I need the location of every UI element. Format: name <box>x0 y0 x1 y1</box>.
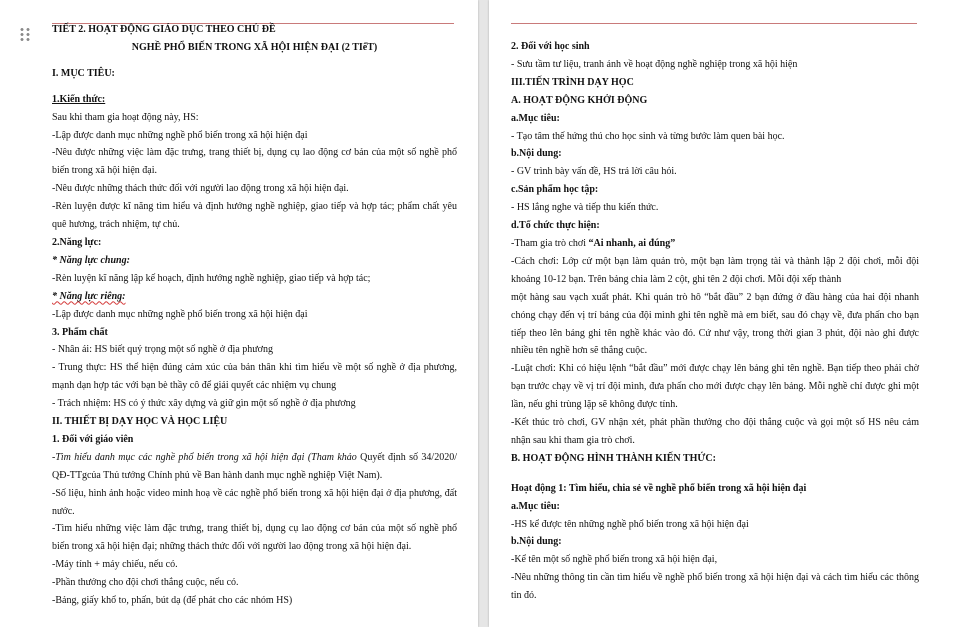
subheading: b.Nội dung: <box>511 148 562 160</box>
lesson-title: NGHỀ PHỔ BIẾN TRONG XÃ HỘI HIỆN ĐẠI (2 TIếT) <box>131 41 378 53</box>
subheading: 3. Phẩm chất <box>52 326 108 338</box>
paragraph <box>52 449 457 485</box>
paragraph: -Nêu những thông tin cần tìm hiểu về nghề phổ biến trong xã hội hiện đại và cách tìm hiểu các thông tin đó. <box>511 572 919 602</box>
paragraph: -Lập được danh mục những nghề phổ biến trong xã hội hiện đại <box>52 308 308 320</box>
italic-text: -Tìm hiểu danh mục các nghề phổ biến trong xã hội hiện đại (Tham khảo <box>52 451 357 463</box>
paragraph: -Rèn luyện được kĩ năng tìm hiểu và định hướng nghề nghiệp, giao tiếp và hợp tác; phẩm chất yêu quê hương, trách nhiệm, tự chủ. <box>52 201 457 231</box>
paragraph: -HS kể được tên những nghề phổ biến trong xã hội hiện đại <box>511 518 749 530</box>
subheading: 2.Năng lực: <box>52 236 102 248</box>
paragraph: Sau khi tham gia hoạt động này, HS: <box>52 111 199 123</box>
paragraph: - HS lắng nghe và tiếp thu kiến thức. <box>511 202 659 214</box>
page-margin-line <box>511 23 917 24</box>
paragraph: - Trách nhiệm: HS có ý thức xây dựng và giữ gìn một số nghề ở địa phương <box>52 398 356 410</box>
subheading: d.Tổ chức thực hiện: <box>511 220 600 232</box>
spellcheck-marked-text: * Năng lực riêng: <box>52 290 126 302</box>
paragraph: -Phần thưởng cho đội chơi thắng cuộc, nếu có. <box>52 577 239 589</box>
paragraph: -Cách chơi: Lớp cử một bạn làm quản trò, một bạn làm trọng tài và thành lập 2 đội chơi, mỗi đội khoảng 10-12 bạn. Trên bảng chia làm 2 cột, ghi tên 2 đội chơi. Mỗi đội xếp thành <box>511 255 919 285</box>
subheading: c.Sản phẩm học tập: <box>511 184 599 196</box>
paragraph: - Sưu tầm tư liệu, tranh ảnh về hoạt động nghề nghiệp trong xã hội hiện <box>511 58 798 70</box>
drag-handle-icon[interactable] <box>19 27 31 41</box>
subheading: a.Mục tiêu: <box>511 112 560 124</box>
paragraph: -Nêu được những thách thức đối với người lao động trong xã hội hiện đại. <box>52 183 349 195</box>
text: Quyết định số 34/2020/ QĐ-TTgcủa Thủ tướng Chính phủ về Ban hành danh mục nghề nghiệp Việt Nam). <box>52 451 457 481</box>
section-heading: III.TIẾN TRÌNH DẠY HỌC <box>511 76 634 88</box>
document-page-left <box>0 0 478 627</box>
paragraph: -Số liệu, hình ảnh hoặc video minh hoạ về các nghề phổ biến trong xã hội hiện đại ở địa phương, đất nước. <box>52 487 457 517</box>
paragraph: -Máy tính + máy chiếu, nếu có. <box>52 559 178 571</box>
subheading: a.Mục tiêu: <box>511 500 560 512</box>
paragraph: một hàng sau vạch xuất phát. Khi quản trò hô “bắt đầu” 2 bạn đứng ở đầu hàng của hai đội nhanh chóng chạy đến vị trí bảng của đội mình ghi tên nghề mà em biết, sau đó chạy về, đưa phấn cho bạn tiếp theo lên bảng ghi tên nghề khác vào đó. Cứ như vậy, trong thời gian 3 phút, đội nào ghi được nhiều tên nghề hơn sẽ thắng cuộc. <box>511 291 919 357</box>
paragraph: -Lập được danh mục những nghề phổ biến trong xã hội hiện đại <box>52 129 308 141</box>
section-heading: A. HOẠT ĐỘNG KHỞI ĐỘNG <box>511 94 648 106</box>
paragraph: -Luật chơi: Khi có hiệu lệnh “bắt đầu” mới được chạy lên bảng ghi tên nghề. Bạn tiếp theo phải chờ bạn trước chạy về vị trí đội mình, đưa phấn cho mới được chạy lên bảng. Mỗi nghề chỉ được ghi một lần, nếu ghi trùng lặp sẽ không được tính. <box>511 363 919 411</box>
section-heading: B. HOẠT ĐỘNG HÌNH THÀNH KIẾN THỨC: <box>511 452 716 464</box>
subheading: 2. Đối với học sinh <box>511 41 590 52</box>
paragraph: -Bảng, giấy khổ to, phấn, bút dạ (để phát cho các nhóm HS) <box>52 595 293 607</box>
paragraph: - Trung thực: HS thể hiện đúng cảm xúc của bản thân khi tìm hiểu về một số nghề ở địa phương, mạnh dạn hợp tác với bạn bè thầy cô để giải quyết các nhiệm vụ chung <box>52 362 457 392</box>
section-heading: II. THIẾT BỊ DẠY HỌC VÀ HỌC LIỆU <box>52 416 228 428</box>
subheading: * Năng lực chung: <box>52 254 130 266</box>
subheading: 1.Kiến thức: <box>52 93 106 105</box>
paragraph: -Tìm hiểu những việc làm đặc trưng, trang thiết bị, dụng cụ lao động cơ bản của một số nghề phổ biến trong xã hội hiện đại; những thách thức đối với người lao động trong xã hội hiện đại. <box>52 523 457 553</box>
paragraph: -Kết thúc trò chơi, GV nhận xét, phát phần thưởng cho đội thắng cuộc và gọi một số HS nêu cảm nhận sau khi tham gia trò chơi. <box>511 417 919 446</box>
paragraph: -Kể tên một số nghề phổ biến trong xã hội hiện đại, <box>511 554 718 566</box>
paragraph: - Nhân ái: HS biết quý trọng một số nghề ở địa phương <box>52 344 273 356</box>
paragraph <box>511 235 919 253</box>
subheading: 1. Đối với giáo viên <box>52 433 134 445</box>
subheading <box>52 288 457 306</box>
game-name: “Ai nhanh, ai đúng” <box>588 237 676 249</box>
page-content-left <box>52 21 457 610</box>
paragraph: - Tạo tâm thế hứng thú cho học sinh và từng bước làm quen bài học. <box>511 130 785 142</box>
paragraph: -Rèn luyện kĩ năng lập kế hoạch, định hướng nghề nghiệp, giao tiếp và hợp tác; <box>52 272 371 284</box>
document-page-right <box>489 0 966 627</box>
section-heading: I. MỤC TIÊU: <box>52 67 115 79</box>
page-content-right <box>511 38 919 605</box>
paragraph: -Nêu được những việc làm đặc trưng, trang thiết bị, dụng cụ lao động cơ bản của một số nghề phổ biến trong xã hội hiện đại. <box>52 147 457 177</box>
activity-heading: Hoạt động 1: Tìm hiểu, chia sẻ về nghề phổ biến trong xã hội hiện đại <box>511 482 807 494</box>
subheading: b.Nội dung: <box>511 536 562 548</box>
text: -Tham gia trò chơi <box>511 237 589 249</box>
paragraph: - GV trình bày vấn đề, HS trả lời câu hỏi. <box>511 166 677 178</box>
lesson-header: TIẾT 2. HOẠT ĐỘNG GIÁO DỤC THEO CHỦ ĐỀ <box>52 24 276 35</box>
